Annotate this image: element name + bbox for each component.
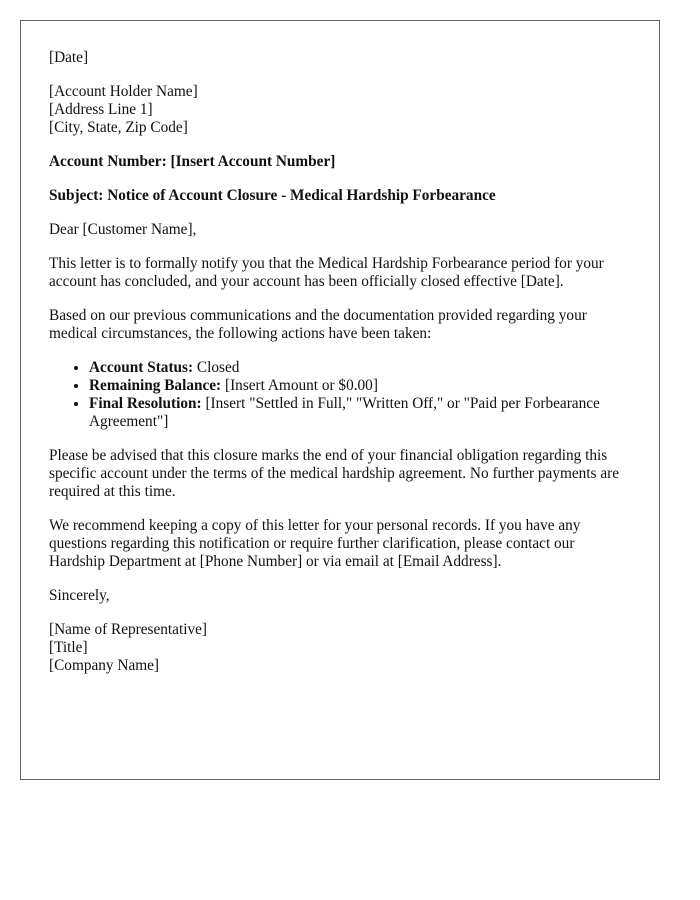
signature-title: [Title] (49, 639, 88, 656)
recipient-name: [Account Holder Name] (49, 83, 198, 100)
signature-block (49, 621, 631, 675)
account-number: Account Number: [Insert Account Number] (49, 153, 336, 170)
list-item (89, 359, 631, 377)
paragraph-actions-intro: Based on our previous communications and the documentation provided regarding your medical circumstances, the following actions have been taken: (49, 307, 587, 342)
letter-subject: Subject: Notice of Account Closure - Medical Hardship Forbearance (49, 187, 496, 204)
paragraph-notification: This letter is to formally notify you that the Medical Hardship Forbearance period for your account has concluded, and your account has been officially closed effective [Date]. (49, 255, 604, 290)
signature-name: [Name of Representative] (49, 621, 207, 638)
recipient-address-line-1: [Address Line 1] (49, 101, 153, 118)
closing: Sincerely, (49, 587, 110, 604)
action-label-resolution: Final Resolution: (89, 395, 202, 412)
paragraph-contact: We recommend keeping a copy of this letter for your personal records. If you have any questions regarding this notification or require further clarification, please contact our Hardship Department at [Phone Number] or via email at [Email Address]. (49, 517, 581, 570)
action-value-status: Closed (193, 359, 240, 376)
action-label-status: Account Status: (89, 359, 194, 376)
actions-list (49, 359, 631, 431)
signature-company: [Company Name] (49, 657, 160, 674)
list-item (89, 377, 631, 395)
recipient-address (49, 83, 631, 137)
action-value-balance: [Insert Amount or $0.00] (221, 377, 378, 394)
recipient-city-state-zip: [City, State, Zip Code] (49, 119, 188, 136)
action-label-balance: Remaining Balance: (89, 377, 222, 394)
letter-page (20, 20, 660, 780)
paragraph-obligation: Please be advised that this closure marks the end of your financial obligation regarding this specific account under the terms of the medical hardship agreement. No further payments are required at this time. (49, 447, 620, 500)
action-value-resolution: [Insert "Settled in Full," "Written Off," or "Paid per Forbearance Agreement"] (89, 395, 600, 430)
salutation: Dear [Customer Name], (49, 221, 197, 238)
list-item (89, 395, 631, 431)
letter-date: [Date] (49, 49, 89, 66)
